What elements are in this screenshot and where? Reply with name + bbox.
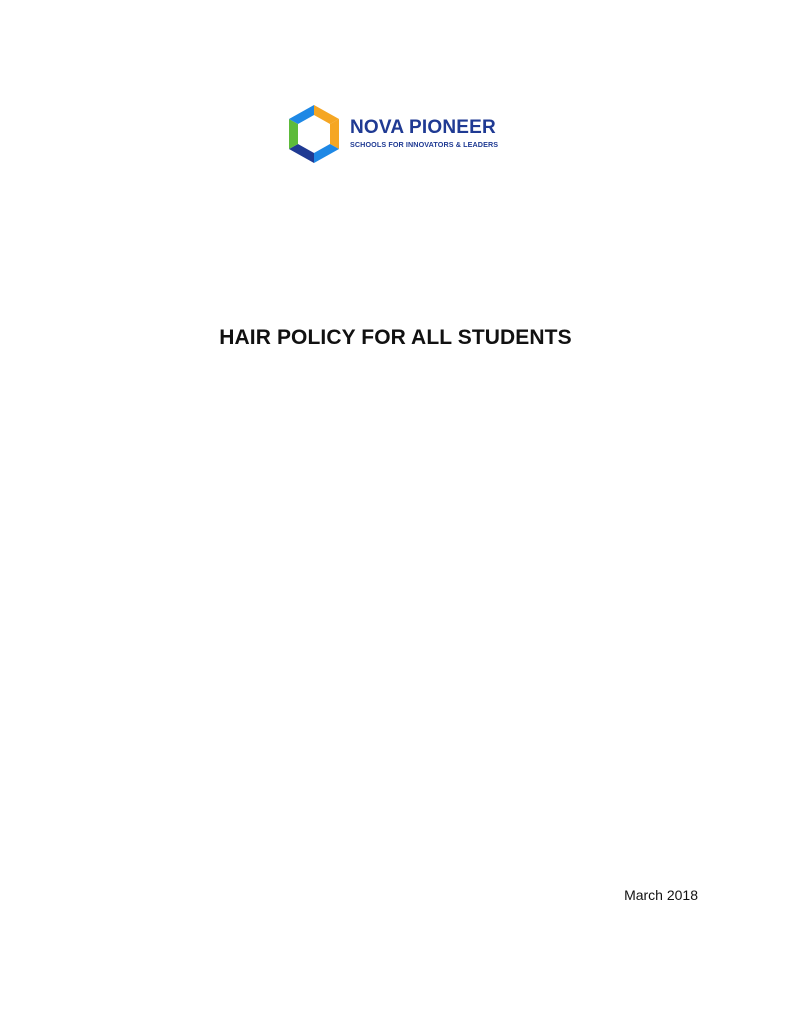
brand-name: NOVA PIONEER (350, 117, 496, 138)
document-date: March 2018 (624, 887, 698, 903)
hexagon-ring-logo-icon (284, 103, 344, 165)
brand-tagline: SCHOOLS FOR INNOVATORS & LEADERS (350, 140, 499, 149)
logo-text (350, 118, 498, 150)
logo-segment-orange-right (330, 119, 339, 149)
logo-segment-green-left (289, 119, 298, 149)
document-title: HAIR POLICY FOR ALL STUDENTS (219, 326, 572, 349)
school-logo (284, 103, 498, 165)
